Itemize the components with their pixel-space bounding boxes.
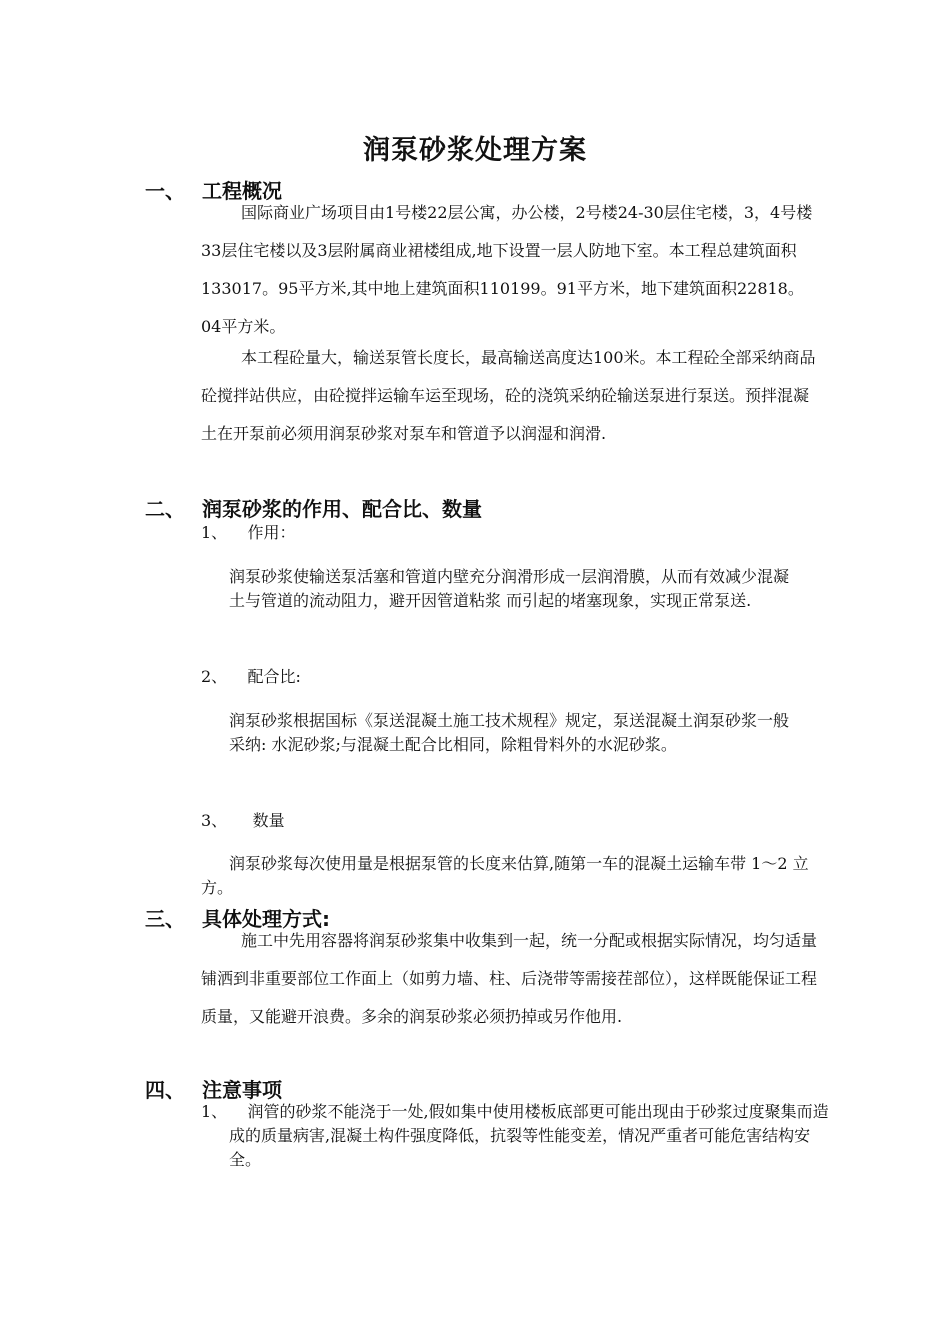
subitem-label-function: 1、 作用： [201,523,296,542]
section-number: 二、 [145,497,185,521]
section-title: 润泵砂浆的作用、配合比、数量 [202,497,482,521]
section-heading-notes [145,1074,282,1103]
paragraph-handling-method: 施工中先用容器将润泵砂浆集中收集到一起，统一分配或根据实际情况，均匀适量铺洒到非重要部位工作面上（如剪力墙、柱、后浇带等需接茬部位），这样既能保证工程质量，又能避开浪费。多余的润泵砂浆必须扔掉或另作他用. [201,931,818,1026]
paragraph-concrete-supply: 本工程砼量大，输送泵管长度长，最高输送高度达100米。本工程砼全部采纳商品砼搅拌站供应，由砼搅拌运输车运至现场，砼的浇筑采纳砼输送泵进行泵送。预拌混凝土在开泵前必须用润泵砂浆对泵车和管道予以润湿和润滑. [201,348,816,443]
page-title: 润泵砂浆处理方案 [363,135,587,166]
section-title: 具体处理方式: [202,907,330,931]
section-number: 三、 [145,907,185,931]
section-title: 工程概况 [202,179,282,203]
paragraph-project-scope: 国际商业广场项目由1号楼22层公寓，办公楼，2号楼24-30层住宅楼，3，4号楼33层住宅楼以及3层附属商业裙楼组成,地下设置一层人防地下室。本工程总建筑面积133017。95平方米,其中地上建筑面积110199。91平方米，地下建筑面积22818。04平方米。 [201,203,813,336]
section-heading-mortar-role [145,493,482,522]
subitem-text-quantity: 润泵砂浆每次使用量是根据泵管的长度来估算,随第一车的混凝土运输车带 1～2 立方。 [201,854,809,897]
section-title: 注意事项 [202,1078,282,1102]
subitem-label-mix-ratio: 2、 配合比: [201,667,301,686]
section-number: 四、 [145,1078,185,1102]
subitem-text-function: 润泵砂浆使输送泵活塞和管道内壁充分润滑形成一层润滑膜，从而有效减少混凝土与管道的流动阻力，避开因管道粘浆 而引起的堵塞现象，实现正常泵送. [229,567,790,610]
note-item-1: 1、 润管的砂浆不能浇于一处,假如集中使用楼板底部更可能出现由于砂浆过度聚集而造成的质量病害,混凝土构件强度降低，抗裂等性能变差，情况严重者可能危害结构安全。 [201,1102,829,1169]
subitem-text-mix-ratio: 润泵砂浆根据国标《泵送混凝土施工技术规程》规定，泵送混凝土润泵砂浆一般采纳: 水泥砂浆;与混凝土配合比相同，除粗骨料外的水泥砂浆。 [229,711,790,754]
section-number: 一、 [145,179,185,203]
subitem-label-quantity: 3、 数量 [201,811,285,830]
